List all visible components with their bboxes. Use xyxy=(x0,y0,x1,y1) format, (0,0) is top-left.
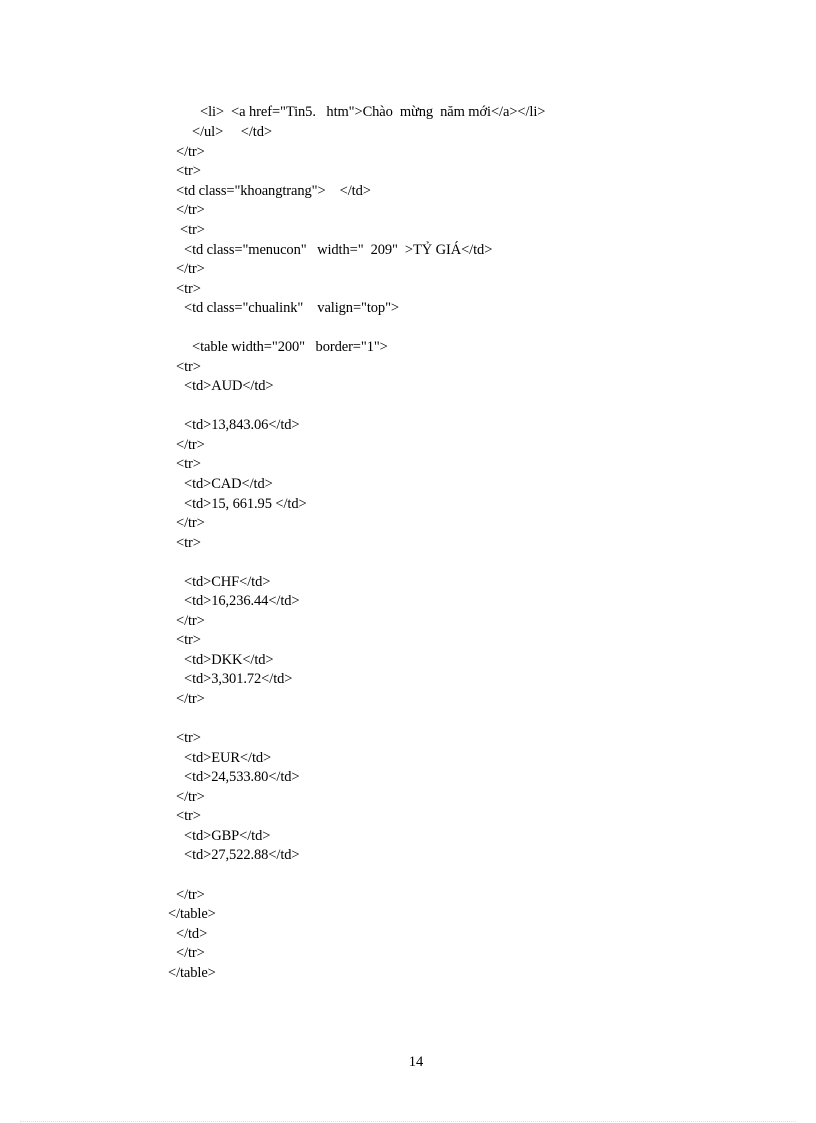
code-line: <li> <a href="Tin5. htm">Chào mừng năm mới</a></li> xyxy=(200,104,546,120)
code-line: </tr> xyxy=(176,887,205,903)
code-line: <td>EUR</td> xyxy=(184,750,272,766)
code-line: <td class="menucon" width=" 209" >TỶ GIÁ</td> xyxy=(184,242,493,258)
page-number: 14 xyxy=(408,1054,424,1070)
code-line: </td> xyxy=(176,926,208,942)
code-line: </table> xyxy=(168,906,216,922)
code-line: </tr> xyxy=(176,691,205,707)
code-line: </tr> xyxy=(176,437,205,453)
code-line: <tr> xyxy=(176,281,201,297)
code-line: <tr> xyxy=(176,359,201,375)
code-line: <tr> xyxy=(176,632,201,648)
page-bottom-rule xyxy=(20,1121,796,1122)
code-line: <td>15, 661.95 </td> xyxy=(184,496,307,512)
code-line: <tr> xyxy=(176,163,201,179)
code-line: </tr> xyxy=(176,202,205,218)
code-line: <td>DKK</td> xyxy=(184,652,274,668)
code-line: </ul> </td> xyxy=(192,124,272,140)
code-line: <tr> xyxy=(176,535,201,551)
code-line: <tr> xyxy=(176,456,201,472)
code-line: </tr> xyxy=(176,945,205,961)
code-line: </tr> xyxy=(176,515,205,531)
code-line: <td>CHF</td> xyxy=(184,574,271,590)
code-line: </tr> xyxy=(176,613,205,629)
code-line: <td>13,843.06</td> xyxy=(184,417,300,433)
code-line: <td>3,301.72</td> xyxy=(184,671,293,687)
code-line: <td class="chualink" valign="top"> xyxy=(184,300,399,316)
code-line: <tr> xyxy=(176,808,201,824)
code-line: </tr> xyxy=(176,789,205,805)
code-line: <td>24,533.80</td> xyxy=(184,769,300,785)
code-line: <td>16,236.44</td> xyxy=(184,593,300,609)
code-line: </tr> xyxy=(176,144,205,160)
code-line: <td>GBP</td> xyxy=(184,828,271,844)
code-line: <td class="khoangtrang"> </td> xyxy=(176,183,371,199)
code-line: <tr> xyxy=(180,222,205,238)
code-line: <tr> xyxy=(176,730,201,746)
code-line: <table width="200" border="1"> xyxy=(192,339,388,355)
code-line: <td>CAD</td> xyxy=(184,476,273,492)
code-line: <td>AUD</td> xyxy=(184,378,274,394)
code-line: <td>27,522.88</td> xyxy=(184,847,300,863)
code-line: </tr> xyxy=(176,261,205,277)
code-line: </table> xyxy=(168,965,216,981)
